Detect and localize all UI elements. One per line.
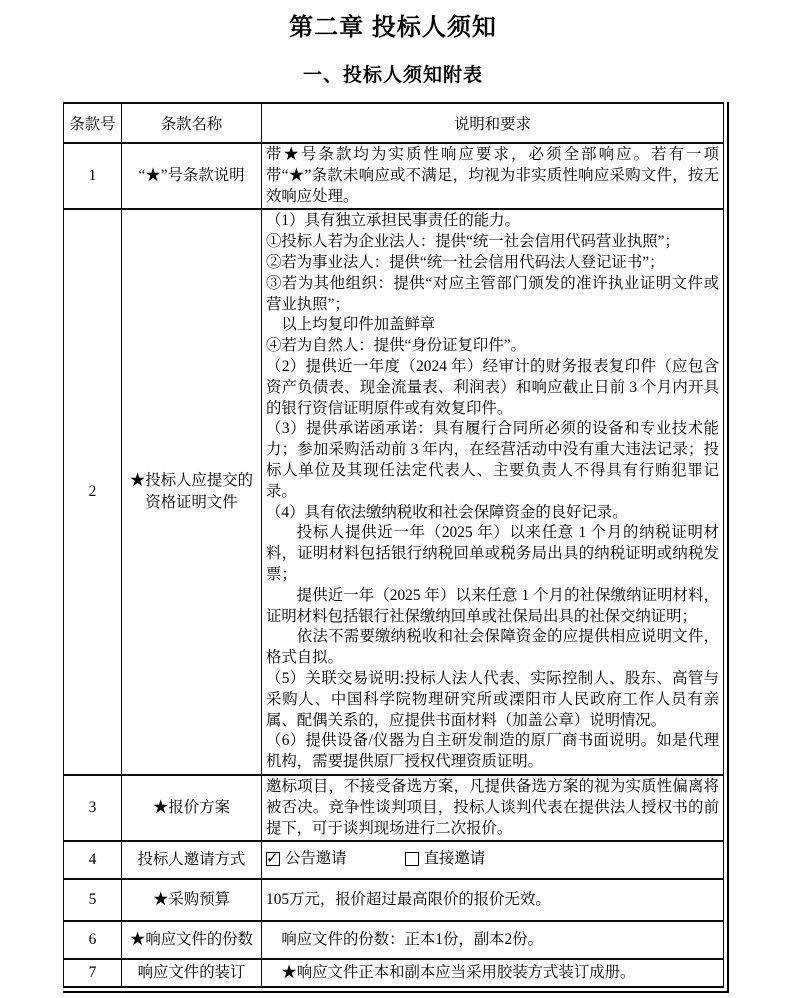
- clause-name: ★报价方案: [122, 775, 262, 841]
- public-invitation-checkbox-icon[interactable]: [266, 852, 280, 866]
- table-row: [64, 959, 724, 987]
- clause-name: “★”号条款说明: [122, 143, 262, 209]
- document-page: [0, 13, 786, 982]
- clause-number: 2: [64, 209, 122, 775]
- direct-invitation-checkbox-icon[interactable]: [405, 852, 419, 866]
- clause-number: 3: [64, 775, 122, 841]
- checkbox-label: 直接邀请: [423, 849, 486, 867]
- clause-name: 响应文件的装订: [122, 959, 262, 987]
- section-title: 一、投标人须知附表: [302, 65, 483, 86]
- description-paragraph: 以上均复印件加盖鲜章: [281, 316, 436, 334]
- clause-description: [262, 143, 724, 209]
- table-row: [64, 143, 724, 209]
- description-paragraph: 105万元，报价超过最高限价的报价无效。: [266, 890, 551, 908]
- public-invitation-option: [266, 849, 347, 869]
- description-paragraph: ①投标人若为企业法人：提供“统一社会信用代码营业执照”；: [266, 233, 680, 251]
- description-paragraph: 邀标项目，不接受备选方案，凡提供备选方案的视为实质性偏离将被否决。竞争性谈判项目，投标人谈判代表在提供法人授权书的前提下，可于谈判现场进行二次报价。: [266, 777, 719, 837]
- chapter-title: 第二章 投标人须知: [289, 14, 497, 41]
- header-clause-name: 条款名称: [122, 103, 262, 143]
- table-row: [64, 921, 724, 959]
- checkbox-label: 公告邀请: [285, 849, 347, 867]
- description-paragraph: ②若为事业法人：提供“统一社会信用代码法人登记证书”；: [266, 253, 665, 271]
- description-paragraph: ④若为自然人：提供“身份证复印件”。: [266, 337, 526, 355]
- clause-number: 6: [64, 921, 122, 959]
- description-paragraph: 投标人提供近一年（2025 年）以来任意 1 个月的纳税证明材料，证明材料包括银行纳税回单或税务局出具的纳税证明或纳税发票；: [266, 524, 719, 583]
- clause-description: [262, 841, 724, 879]
- clause-number: 5: [64, 879, 122, 921]
- description-paragraph: （4）具有依法缴纳税收和社会保障资金的良好记录。: [266, 503, 628, 521]
- table-row: [64, 209, 724, 775]
- table-row: [64, 841, 724, 879]
- description-paragraph: 响应文件的份数：正本1份，副本2份。: [281, 930, 544, 948]
- table-header-row: [64, 103, 724, 143]
- clause-name: ★采购预算: [122, 879, 262, 921]
- description-paragraph: 提供近一年（2025 年）以来任意 1 个月的社保缴纳证明材料，证明材料包括银行社保缴纳回单或社保局出具的社保交纳证明；: [266, 586, 719, 625]
- description-paragraph: （2）提供近一年度（2024 年）经审计的财务报表复印件（应包含资产负债表、现金流量表、利润表）和响应截止日前 3 个月内开具的银行资信证明原件或有效复印件。: [266, 357, 719, 417]
- clause-name: ★投标人应提交的资格证明文件: [122, 209, 262, 775]
- clause-number: 4: [64, 841, 122, 879]
- table-row: [64, 879, 724, 921]
- invitation-method-options: [266, 849, 719, 872]
- bidder-notice-table: [63, 102, 724, 988]
- description-paragraph: ③若为其他组织：提供“对应主管部门颁发的准许执业证明文件或营业执照”；: [266, 274, 719, 313]
- clause-number: 1: [64, 143, 122, 209]
- description-paragraph: （5）关联交易说明:投标人法人代表、实际控制人、股东、高管与采购人、中国科学院物理研究所或溧阳市人民政府工作人员有亲属、配偶关系的，应提供书面材料（加盖公章）说明情况。: [266, 669, 719, 729]
- description-paragraph: 依法不需要缴纳税收和社会保障资金的应提供相应说明文件，格式自拟。: [266, 628, 719, 667]
- notice-table-frame: [63, 102, 729, 993]
- clause-description: [262, 879, 724, 921]
- clause-description: [262, 775, 724, 841]
- description-paragraph: 带★号条款均为实质性响应要求，必须全部响应。若有一项带“★”条款未响应或不满足，均视为非实质性响应采购文件，按无效响应处理。: [266, 146, 719, 205]
- table-row: [64, 775, 724, 841]
- clause-number: 7: [64, 959, 122, 987]
- description-paragraph: （3）提供承诺函承诺：具有履行合同所必须的设备和专业技术能力；参加采购活动前 3 年内，在经营活动中没有重大违法记录；投标人单位及其现任法定代表人、主要负责人不得具有行贿犯罪记录。: [266, 420, 719, 500]
- clause-description: [262, 209, 724, 775]
- description-paragraph: （1）具有独立承担民事责任的能力。: [266, 212, 520, 230]
- header-description: 说明和要求: [262, 103, 724, 143]
- clause-name: 投标人邀请方式: [122, 841, 262, 879]
- direct-invitation-option: [405, 849, 486, 869]
- clause-name: ★响应文件的份数: [122, 921, 262, 959]
- description-paragraph: ★响应文件正本和副本应当采用胶装方式装订成册。: [281, 963, 636, 981]
- clause-description: [262, 959, 724, 987]
- clause-description: [262, 921, 724, 959]
- description-paragraph: （6）提供设备/仪器为自主研发制造的原厂商书面说明。如是代理机构，需要提供原厂授权代理资质证明。: [266, 732, 719, 771]
- header-clause-number: 条款号: [64, 103, 122, 143]
